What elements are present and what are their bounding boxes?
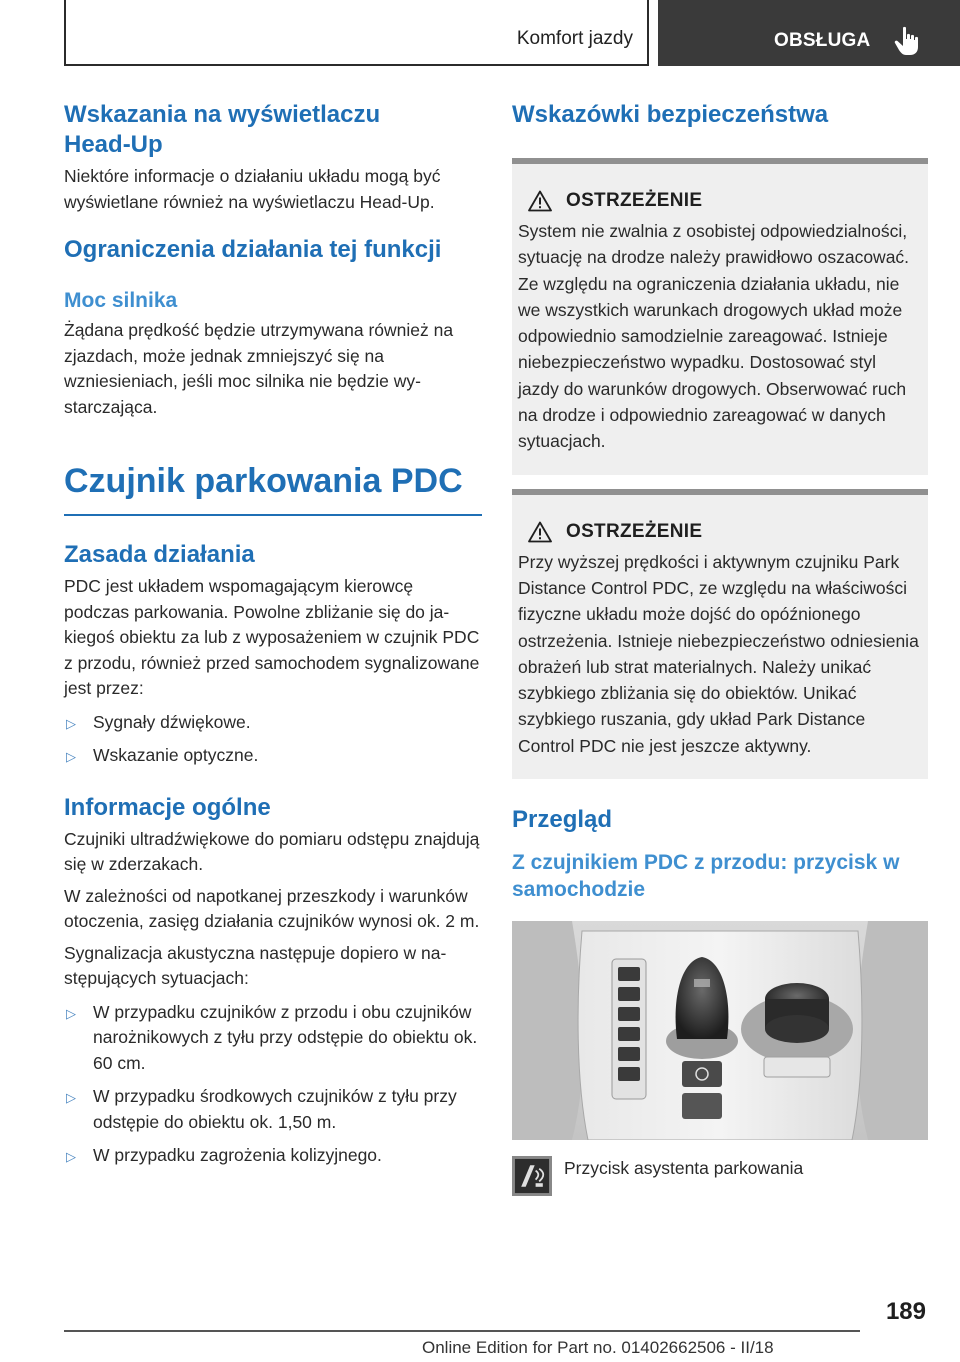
warning-box-1 [512, 158, 928, 475]
general-paragraph-1: Czujniki ultradźwiękowe do pomiaru odstępu znajdują się w zderzakach. [64, 828, 480, 874]
warning-label: OSTRZEŻENIE [566, 190, 703, 211]
photo-caption [512, 1156, 928, 1196]
triangle-bullet-icon: ▷ [66, 749, 76, 764]
pdc-heading-rule [64, 514, 482, 516]
pdc-heading: Czujnik parkowania PDC [64, 462, 463, 500]
triangle-bullet-icon: ▷ [66, 1149, 76, 1164]
right-column [512, 100, 928, 1196]
general-paragraph-3: Sygnalizacja akustyczna następuje dopiero w następujących sytuacjach: [64, 942, 447, 988]
front-pdc-heading: Z czujnikiem PDC z przodu: przycisk w samochodzie [512, 851, 900, 902]
footer-rule [64, 1330, 860, 1332]
warning-text: System nie zwalnia z osobistej odpowiedzialności, sytuację na drodze należy prawidłowo oszacować. Ze względu na ograniczenia działania układu, nie we wszystkich warunkach drogowych układ może odpowiednio samodzielnie zareagować. Istnieje niebezpieczeństwo wypadku. Dostosować styl jazdy do warunków drogowych. Obserwować ruch na drodze i odpowiednio zareagować w danych sytuacjach. [518, 221, 910, 452]
list-item: ▷ Wskazanie optyczne. [64, 743, 482, 769]
warning-label: OSTRZEŻENIE [566, 520, 703, 542]
warning-header [528, 521, 920, 543]
overview-heading: Przegląd [512, 806, 613, 834]
general-heading: Informacje ogólne [64, 793, 271, 821]
engine-paragraph: Żądana prędkość będzie utrzymywana również na zjazdach, może jednak zmniejszyć się na wzniesieniach, jeśli moc silnika nie będzie wystarczająca. [64, 320, 454, 417]
header-chapter-title: OBSŁUGA [774, 30, 871, 51]
footer-edition: Online Edition for Part no. 01402662506 - II/18 [422, 1338, 774, 1357]
general-list [64, 1000, 482, 1169]
hud-paragraph: Niektóre informacje o działaniu układu mogą być wyświetlane również na wyświetlaczu Head-Up. [64, 166, 441, 212]
principle-list [64, 710, 482, 769]
general-paragraph-2: W zależności od napotkanej przeszkody i warunków otoczenia, zasięg działania czujników wynosi ok. 2 m. [64, 885, 480, 931]
hud-heading: Wskazania na wyświetlaczu Head-Up [64, 101, 381, 158]
hand-pointer-icon [894, 26, 922, 56]
warning-triangle-icon [528, 190, 552, 212]
header-section-tab [64, 0, 649, 66]
limits-heading: Ograniczenia działania tej funkcji [64, 236, 442, 263]
warning-triangle-icon [528, 521, 552, 543]
safety-heading: Wskazówki bezpieczeństwa [512, 101, 829, 128]
list-item: ▷ Sygnały dźwiękowe. [64, 710, 482, 736]
engine-heading: Moc silnika [64, 289, 178, 312]
list-item: ▷ W przypadku środkowych czujników z tyłu przy odstępie do obiektu ok. 1,50 m. [66, 1086, 457, 1132]
warning-header [528, 190, 920, 212]
warning-text: Przy wyższej prędkości i aktywnym czujniku Park Distance Control PDC, ze względu na właściwości fizyczne układu może dojść do opóźnionego ostrzeżenia. Istnieje niebezpieczeństwo odniesienia obrażeń lub strat materialnych. Należy unikać szybkiego zbliżania się do obiektów. Unikać szybkiego ruszania, gdy układ Park Distance Control PDC nie jest jeszcze aktywny. [518, 551, 919, 756]
warning-box-2 [512, 489, 928, 779]
caption-text: Przycisk asystenta parkowania [564, 1158, 804, 1179]
principle-paragraph: PDC jest układem wspomagającym kierowcę podczas parkowania. Powolne zbliżanie się do jakiegoś obiektu za lub z wyposażeniem w czujnik PDC z przodu, również przed samochodem sygnalizowane jest przez: [64, 576, 480, 698]
principle-heading: Zasada działania [64, 541, 255, 568]
left-column [64, 100, 482, 1169]
triangle-bullet-icon: ▷ [66, 1090, 76, 1105]
page-number: 189 [885, 1298, 926, 1325]
triangle-bullet-icon: ▷ [66, 1005, 76, 1021]
center-console-illustration [512, 921, 928, 1140]
triangle-bullet-icon: ▷ [66, 715, 76, 731]
header-section-title: Komfort jazdy [516, 28, 633, 49]
parking-assistant-button-icon [512, 1156, 552, 1196]
list-item: ▷ W przypadku zagrożenia kolizyjnego. [64, 1143, 482, 1169]
center-console-photo [512, 921, 928, 1140]
list-item: ▷ W przypadku czujników z przodu i obu czujników narożnikowych z tyłu przy odstępie do obiektu ok. 60 cm. [66, 1001, 478, 1073]
